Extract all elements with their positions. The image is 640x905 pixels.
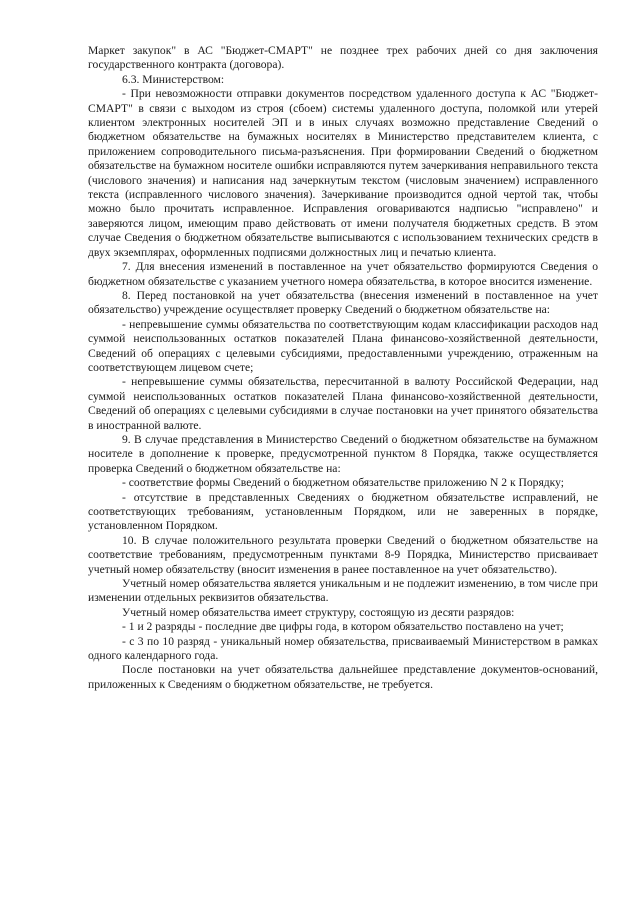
paragraph-9-item-1: - соответствие формы Сведений о бюджетном обязательстве приложению N 2 к Порядку; [122,476,565,490]
paragraph-9: 9. В случае представления в Министерство Сведений о бюджетном обязательстве на бумажном носителе в дополнение к проверке, предусмотренной пунктом 8 Порядка, также осуществляется проверка Сведений о бюджетном обязательстве на: [88,432,598,475]
paragraph-6-3-body: - При невозможности отправки документов посредством удаленного доступа к АС "Бюджет-СМАРТ" в связи с выходом из строя (сбоем) системы удаленного доступа, поломкой или утерей клиентом электронных носителей ЭП и в иных случаях возможно представление Сведений о бюджетном обязательстве на бумажных носителях в Министерство представителем клиента, с приложением сопроводительного письма-разъяснения. При формировании Сведений о бюджетном обязательстве на бумажном носителе ошибки исправляются путем зачеркивания неправильного текста (числового значения) и написания над зачеркнутым текстом (числовым значением) исправленного текста (исправленного числового значения). Зачеркивание производится одной чертой так, чтобы можно было прочитать исправленное. Исправления оговариваются надписью "исправлено" и заверяются лицом, имеющим право действовать от имени получателя бюджетных средств. В этом случае Сведения о бюджетном обязательстве выписываются с использованием технических средств в двух экземплярах, оформленных подписями должностных лиц и печатью клиента. [88,87,598,259]
paragraph-6-3-heading: 6.3. Министерством: [122,72,225,86]
paragraph-final: После постановки на учет обязательства дальнейшее представление документов-оснований, приложенных к Сведениям о бюджетном обязательстве, не требуется. [88,663,598,691]
paragraph-account-number-unique: Учетный номер обязательства является уникальным и не подлежит изменению, в том числе при изменении отдельных реквизитов обязательства. [88,577,598,605]
paragraph-8-item-2: - непревышение суммы обязательства, пересчитанной в валюту Российской Федерации, над суммой неиспользованных остатков показателей Плана финансово-хозяйственной деятельности, Сведений об операциях с целевыми субсидиями в случае постановки на учет принятого обязательства в иностранной валюте. [88,375,598,432]
paragraph-8: 8. Перед постановкой на учет обязательства (внесения изменений в поставленное на учет обязательство) учреждение осуществляет проверку Сведений о бюджетном обязательстве на: [88,288,598,317]
paragraph-10: 10. В случае положительного результата проверки Сведений о бюджетном обязательстве на соответствие требованиям, предусмотренным пунктами 8-9 Порядка, Министерство присваивает учетный номер обязательству (вносит изменения в ранее поставленное на учет обязательство). [88,533,598,576]
paragraph-structure-item-2: - с 3 по 10 разряд - уникальный номер обязательства, присваиваемый Министерством в рамках одного календарного года. [88,634,598,663]
paragraph-structure-item-1: - 1 и 2 разряды - последние две цифры года, в котором обязательство поставлено на учет; [122,620,564,634]
paragraph-7: 7. Для внесения изменений в поставленное на учет обязательство формируются Сведения о бюджетном обязательстве с указанием учетного номера обязательства, в которое вносится изменение. [88,260,598,288]
document-body [88,44,598,692]
paragraph-9-item-2: - отсутствие в представленных Сведениях о бюджетном обязательстве исправлений, не соответствующих требованиям, установленным Порядком, или не заверенных в порядке, установленном Порядком. [88,490,598,533]
paragraph-account-number-structure: Учетный номер обязательства имеет структуру, состоящую из десяти разрядов: [122,605,515,619]
paragraph-8-item-1: - непревышение суммы обязательства по соответствующим кодам классификации расходов над суммой неиспользованных остатков показателей Плана финансово-хозяйственной деятельности, Сведений об операциях с целевыми субсидиями, предоставленными учреждению, отраженным на соответствующем лицевом счете; [88,317,598,374]
paragraph-continuation: Маркет закупок" в АС "Бюджет-СМАРТ" не позднее трех рабочих дней со дня заключения государственного контракта (договора). [88,44,598,72]
